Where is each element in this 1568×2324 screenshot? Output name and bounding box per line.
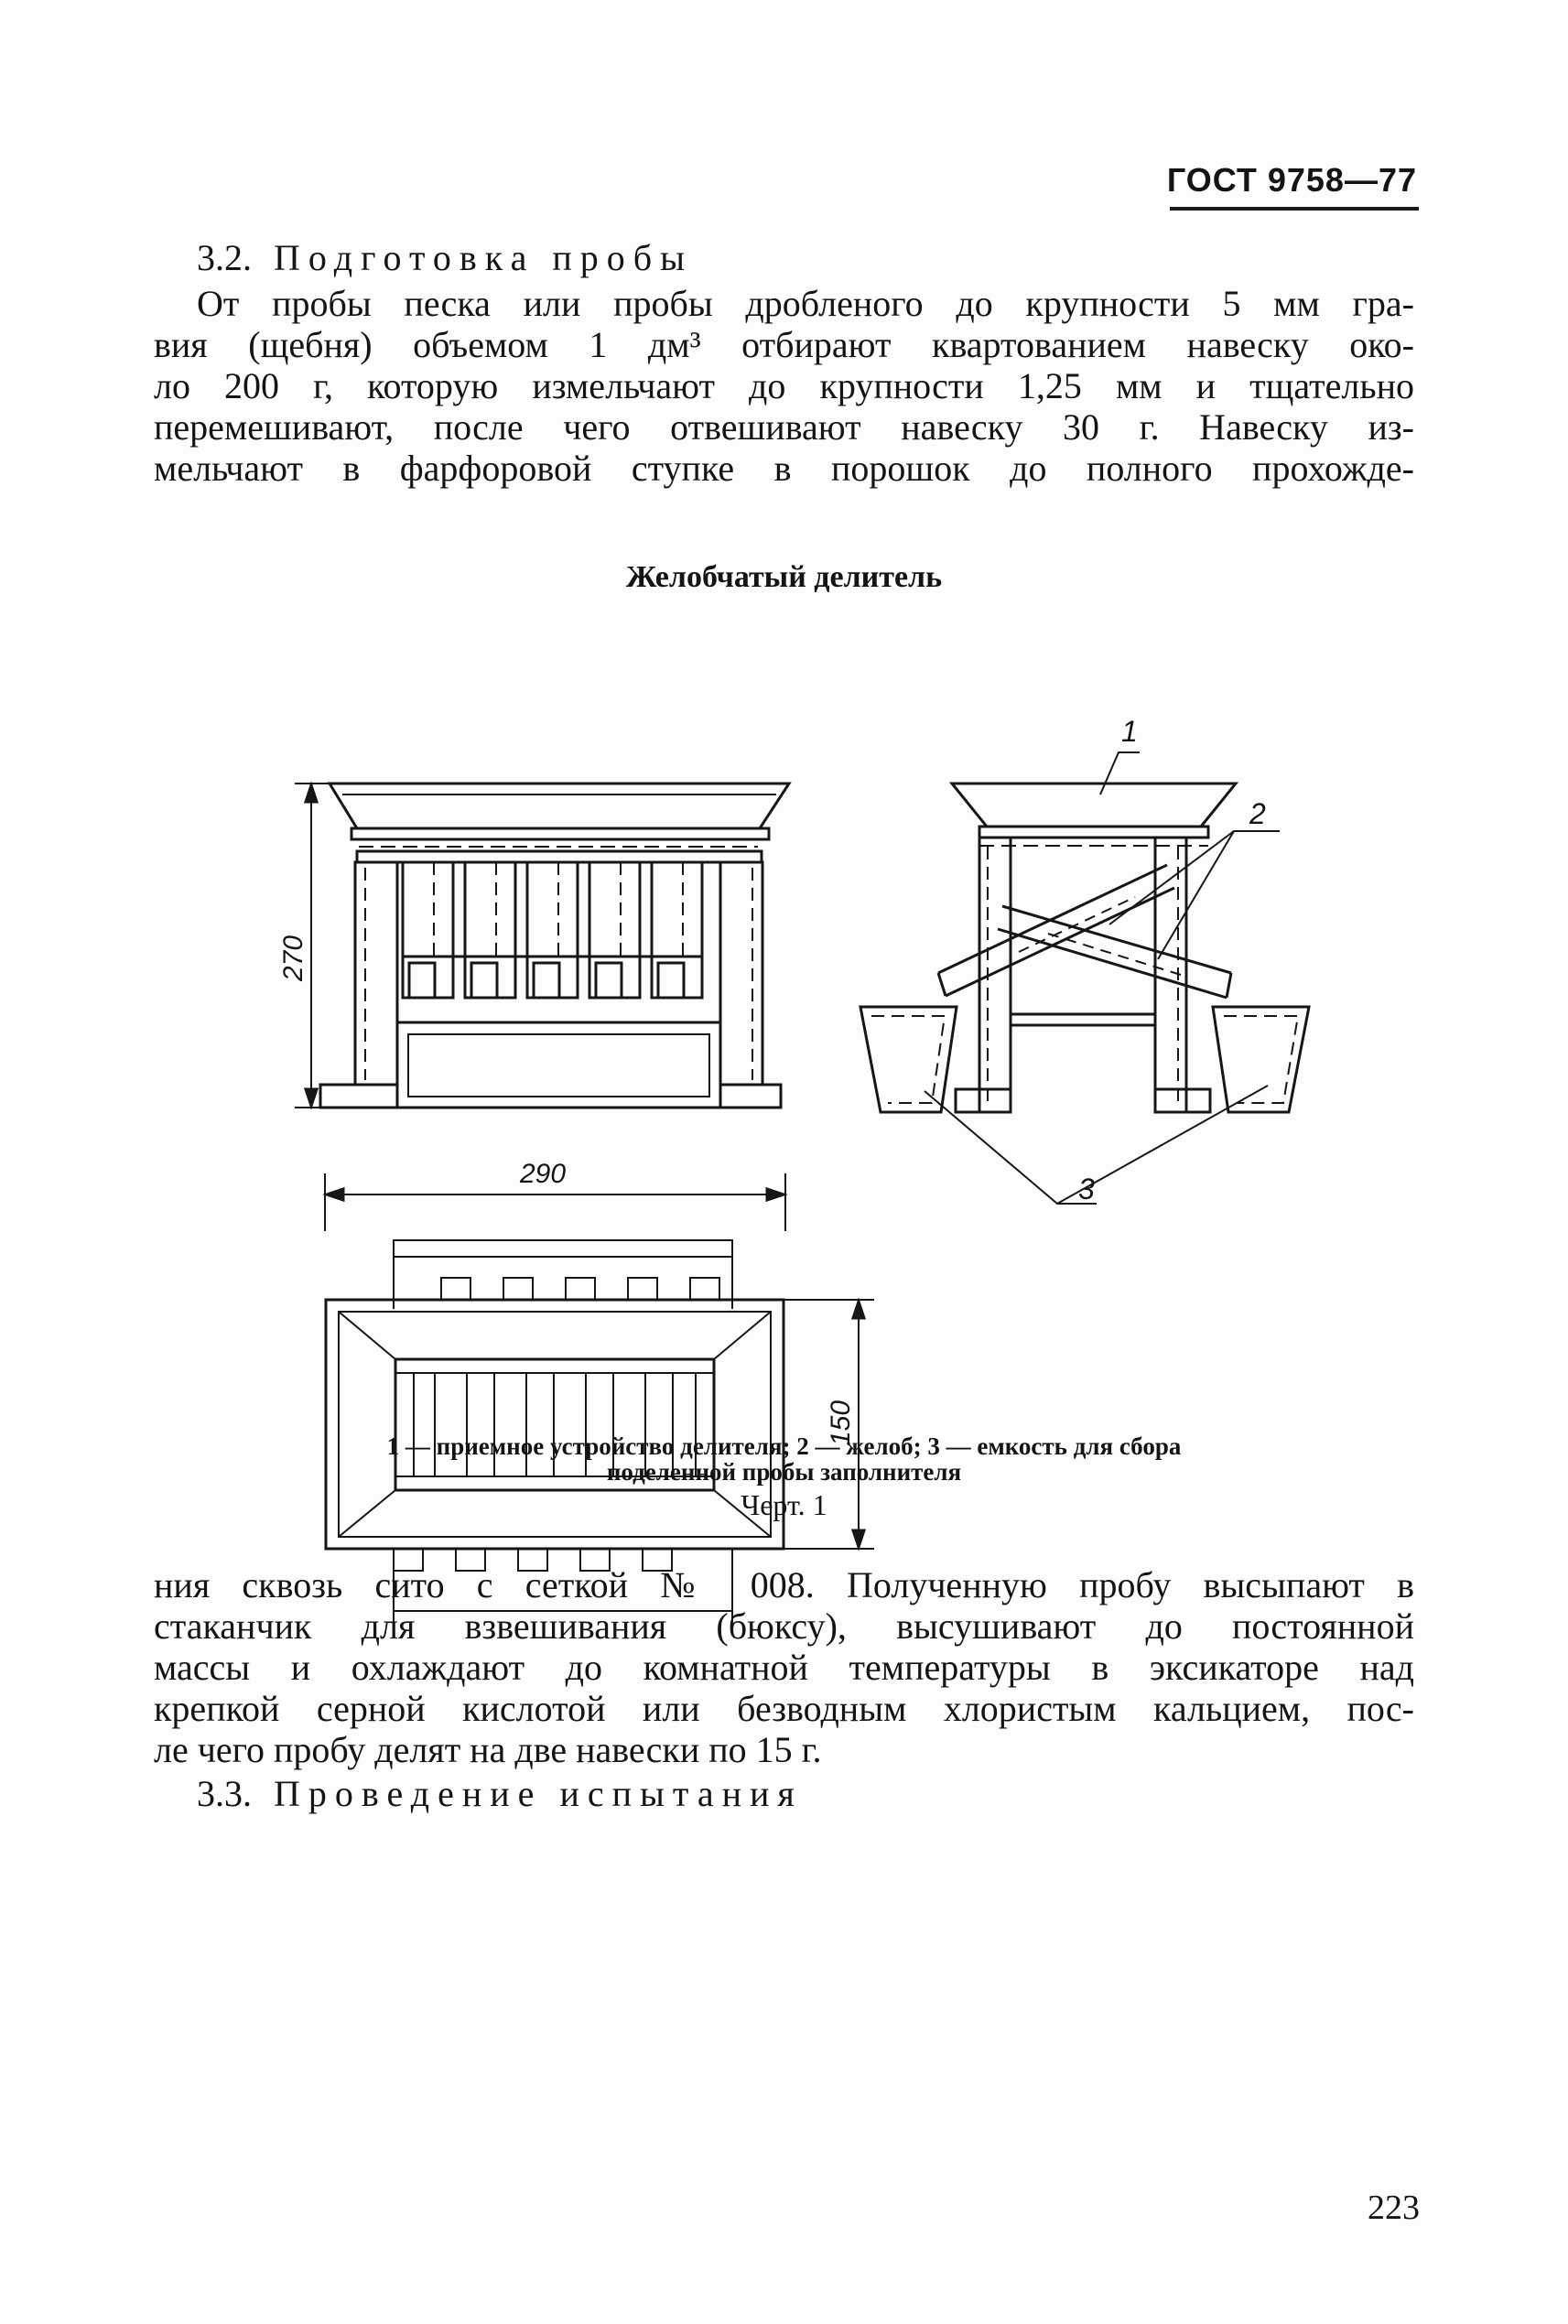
paragraph-line: ле чего пробу делят на две навески по 15 г. <box>154 1729 822 1770</box>
arrow <box>306 1089 317 1106</box>
section-3-3-number: 3.3. <box>197 1773 252 1814</box>
callout-number-3: 3 <box>1078 1173 1095 1205</box>
paragraph-line: От пробы песка или пробы дробленого до крупности 5 мм гра- <box>197 283 1414 324</box>
plan-outlet <box>690 1278 719 1300</box>
frame-leg-left <box>355 862 397 1085</box>
paragraph-line: стаканчик для взвешивания (бюксу), высушивают до постоянной <box>154 1605 1414 1647</box>
arrow <box>853 1530 864 1547</box>
figure-caption-line: поделенной пробы заполнителя <box>606 1458 962 1486</box>
collection-container-right <box>1213 1007 1309 1112</box>
plan-outlet <box>503 1278 533 1300</box>
dimension-label-length: 290 <box>520 1159 567 1189</box>
container-inner-left <box>871 1016 945 1103</box>
trough-end <box>938 973 946 996</box>
paragraph-line: ния сквозь сито с сеткой № 008. Полученную пробу высыпают в <box>154 1564 1414 1605</box>
chute-outlet <box>658 963 684 998</box>
side-view <box>860 752 1309 1204</box>
arrow <box>306 785 317 802</box>
dimension-label-width: 150 <box>826 1400 856 1446</box>
section-3-2-title: Подготовка пробы <box>274 237 694 278</box>
arrow <box>327 1189 343 1200</box>
chute-outlet <box>409 963 435 998</box>
hopper-corner <box>339 1312 395 1359</box>
plan-outlet <box>441 1278 470 1300</box>
callout-leader-2 <box>1158 831 1234 959</box>
page-number: 223 <box>1368 2189 1420 2227</box>
trough-hidden-line <box>1019 897 1135 952</box>
figure-label: Черт. 1 <box>741 1488 827 1521</box>
collection-box-inner <box>408 1034 709 1097</box>
receiving-hopper <box>330 784 789 828</box>
chute-outlet <box>471 963 497 998</box>
side-foot-right <box>1155 1089 1210 1112</box>
paragraph-line: ло 200 г, которую измельчают до крупности 1,25 мм и тщательно <box>154 365 1414 406</box>
standard-code: ГОСТ 9758—77 <box>1166 161 1417 199</box>
side-hopper-rim <box>979 827 1208 838</box>
plan-outlet <box>566 1278 595 1300</box>
paragraph-line: массы и охлаждают до комнатной температуры в эксикаторе над <box>154 1647 1414 1688</box>
collection-container-left <box>860 1007 957 1112</box>
front-view <box>295 784 789 1108</box>
frame-crossbar <box>357 851 762 862</box>
callout-number-2: 2 <box>1249 797 1266 830</box>
frame-leg-right <box>720 862 762 1085</box>
paragraph-line: мельчают в фарфоровой ступке в порошок до полного прохожде- <box>154 448 1414 489</box>
arrow <box>853 1302 864 1318</box>
callout-number-1: 1 <box>1121 715 1138 748</box>
paragraph-line: крепкой серной кислотой или безводным хлористым кальцием, пос- <box>154 1688 1414 1729</box>
paragraph-line: вия (щебня) объемом 1 дм³ отбирают квартованием навеску око- <box>154 324 1414 365</box>
foot-right <box>720 1085 781 1108</box>
trough-end <box>1227 973 1231 998</box>
figure-caption-line: 1 — приемное устройство делителя; 2 — желоб; 3 — емкость для сбора <box>386 1432 1182 1460</box>
chute-outlet <box>534 963 559 998</box>
section-3-2-number: 3.2. <box>197 237 252 278</box>
section-3-3-heading <box>197 1773 803 1814</box>
callout-leader-1 <box>1100 752 1140 794</box>
paragraph-line: перемешивают, после чего отвешивают навеску 30 г. Навеску из- <box>154 406 1414 448</box>
plan-view <box>325 1173 874 1625</box>
side-hopper <box>952 784 1236 827</box>
arrow <box>767 1189 784 1200</box>
dimension-label-height: 270 <box>278 935 308 981</box>
hopper-corner <box>714 1312 771 1359</box>
section-3-3-title: Проведение испытания <box>274 1773 803 1814</box>
figure-title: Желобчатый делитель <box>625 560 943 594</box>
plan-outlet <box>628 1278 657 1300</box>
foot-left <box>320 1085 397 1108</box>
side-foot-left <box>956 1089 1011 1112</box>
trough-left-upper <box>938 865 1167 973</box>
chute-outlet <box>596 963 622 998</box>
hopper-rim <box>351 828 769 839</box>
side-leg-left <box>979 838 1011 1112</box>
plan-rail <box>394 1240 732 1257</box>
